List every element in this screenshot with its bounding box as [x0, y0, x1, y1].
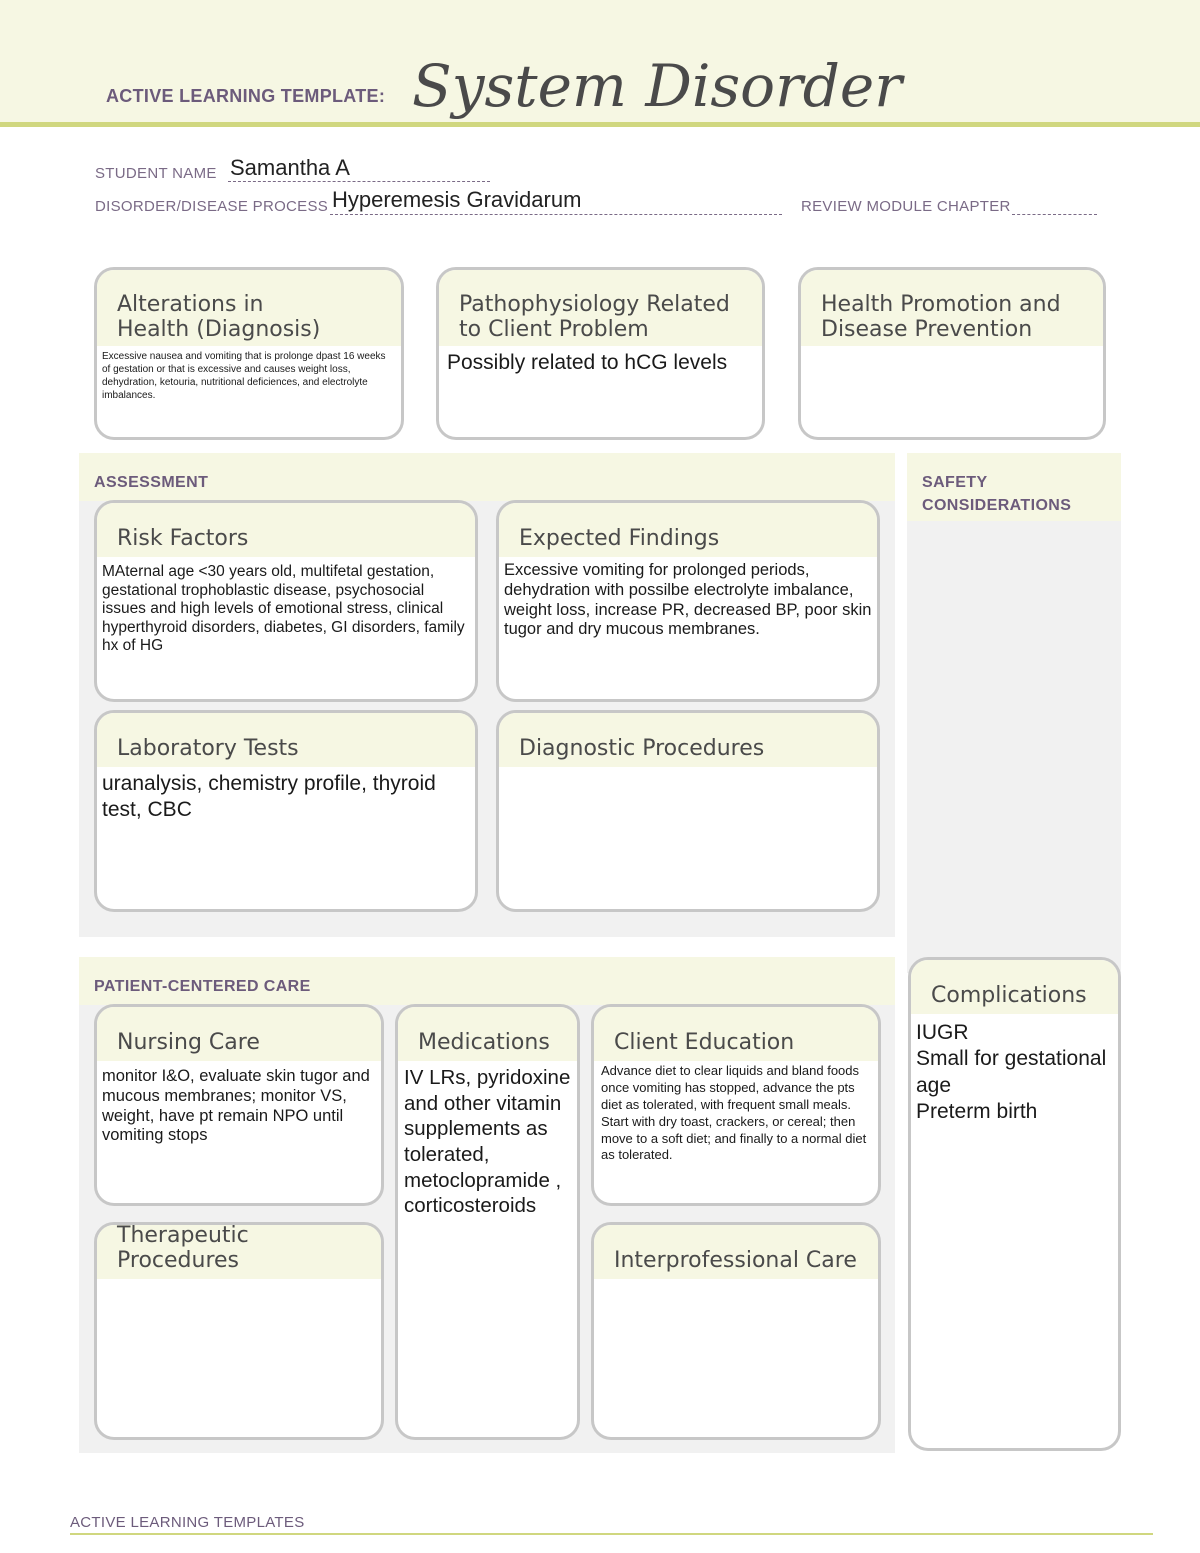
disorder-line: [330, 214, 782, 215]
laboratory-tests-card: [94, 710, 478, 912]
nursing-care-title: Nursing Care: [97, 1007, 381, 1061]
complications-card: [908, 957, 1121, 1451]
template-title: System Disorder: [412, 52, 902, 120]
health-promotion-title: Health Promotion and Disease Prevention: [801, 270, 1103, 346]
medications-card: [395, 1004, 580, 1440]
therapeutic-procedures-body[interactable]: [97, 1279, 381, 1287]
diagnostic-procedures-card: [496, 710, 880, 912]
student-name-field[interactable]: Samantha A: [230, 155, 350, 180]
safety-title: SAFETY CONSIDERATIONS: [922, 474, 1072, 514]
review-module-field[interactable]: [1012, 214, 1097, 215]
risk-factors-card: [94, 500, 478, 702]
laboratory-tests-body[interactable]: uranalysis, chemistry profile, thyroid test, CBC: [102, 772, 436, 822]
expected-findings-title: Expected Findings: [499, 503, 877, 557]
nursing-care-body[interactable]: monitor I&O, evaluate skin tugor and mucous membranes; monitor VS, weight, have pt remain NPO until vomiting stops: [102, 1067, 370, 1145]
nursing-care-card: [94, 1004, 384, 1206]
student-name-label: STUDENT NAME: [95, 165, 217, 182]
risk-factors-body[interactable]: MAternal age <30 years old, multifetal gestation, gestational trophoblastic disease, psychosocial issues and high levels of emotional stress, clinical hyperthyroid disorders, diabetes, GI disorders, family hx of HG: [102, 563, 465, 655]
therapeutic-procedures-card: [94, 1222, 384, 1440]
medications-title: Medications: [398, 1007, 577, 1061]
patient-care-title: PATIENT-CENTERED CARE: [94, 978, 311, 995]
pathophysiology-title: Pathophysiology Related to Client Problem: [439, 270, 762, 346]
therapeutic-procedures-title: Therapeutic Procedures: [97, 1225, 381, 1279]
student-name-line: [228, 181, 490, 182]
header-rule: [0, 122, 1200, 127]
disorder-field[interactable]: Hyperemesis Gravidarum: [332, 187, 582, 212]
client-education-body[interactable]: Advance diet to clear liquids and bland foods once vomiting has stopped, advance the pts diet as tolerated, with frequent small meals. Start with dry toast, crackers, or cereal; then move to a soft diet; and finally to a normal diet as tolerated.: [601, 1063, 867, 1163]
diagnostic-procedures-title: Diagnostic Procedures: [499, 713, 877, 767]
alterations-card: [94, 267, 404, 440]
complications-body[interactable]: IUGR Small for gestational age Preterm birth: [916, 1021, 1107, 1123]
safety-panel: [907, 453, 1121, 973]
pathophysiology-body[interactable]: Possibly related to hCG levels: [447, 351, 728, 374]
interprofessional-care-body[interactable]: [594, 1279, 878, 1287]
review-module-label: REVIEW MODULE CHAPTER: [801, 198, 1011, 215]
client-education-card: [591, 1004, 881, 1206]
pathophysiology-card: [436, 267, 765, 440]
footer-rule: [70, 1533, 1153, 1535]
medications-body[interactable]: IV LRs, pyridoxine and other vitamin supplements as tolerated, metoclopramide , corticosteroids: [404, 1066, 571, 1218]
alterations-body[interactable]: Excessive nausea and vomiting that is prolonge dpast 16 weeks of gestation or that is excessive and causes weight loss, dehydration, ketouria, nutritional deficiences, and electrolyte imbalances.: [102, 351, 386, 401]
laboratory-tests-title: Laboratory Tests: [97, 713, 475, 767]
template-label: ACTIVE LEARNING TEMPLATE:: [106, 86, 386, 106]
alterations-title: Alterations in Health (Diagnosis): [97, 270, 401, 346]
disorder-label: DISORDER/DISEASE PROCESS: [95, 198, 329, 215]
health-promotion-body[interactable]: [801, 346, 1103, 354]
interprofessional-care-card: [591, 1222, 881, 1440]
expected-findings-body[interactable]: Excessive vomiting for prolonged periods, dehydration with possilbe electrolyte imbalance, weight loss, increase PR, decreased BP, poor skin tugor and dry mucous membranes.: [504, 561, 872, 639]
footer-text: ACTIVE LEARNING TEMPLATES: [70, 1514, 305, 1531]
client-education-title: Client Education: [594, 1007, 878, 1061]
expected-findings-card: [496, 500, 880, 702]
diagnostic-procedures-body[interactable]: [499, 767, 877, 775]
risk-factors-title: Risk Factors: [97, 503, 475, 557]
complications-title: Complications: [911, 960, 1118, 1014]
health-promotion-card: [798, 267, 1106, 440]
interprofessional-care-title: Interprofessional Care: [594, 1225, 878, 1279]
assessment-title: ASSESSMENT: [94, 474, 209, 491]
